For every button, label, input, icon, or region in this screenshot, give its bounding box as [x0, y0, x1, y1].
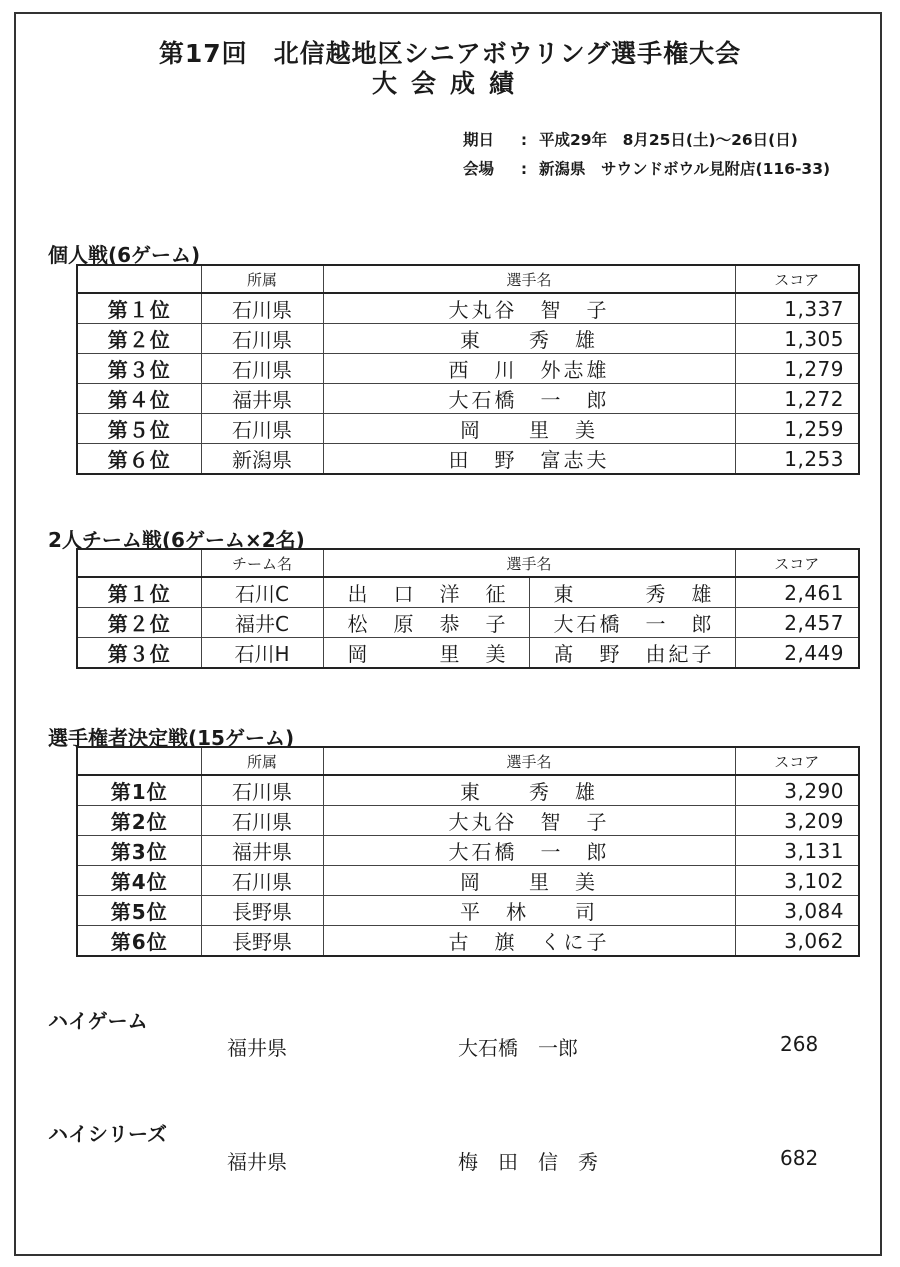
- table-header-row: [77, 549, 859, 577]
- date-value: 平成29年 8月25日(土)～26日(日): [539, 131, 798, 149]
- score-cell: 3,084: [735, 896, 859, 926]
- affiliation-cell: 石川県: [201, 293, 323, 324]
- header-cell-rank: [77, 747, 201, 775]
- player2-cell: 東 秀 雄: [529, 577, 735, 608]
- affiliation-cell: 石川県: [201, 414, 323, 444]
- affiliation-cell: 福井県: [201, 384, 323, 414]
- score-cell: 3,062: [735, 926, 859, 957]
- score-cell: 1,259: [735, 414, 859, 444]
- rank-cell: 第２位: [77, 324, 201, 354]
- header-team: チーム名: [201, 549, 323, 577]
- table-row: [77, 775, 859, 806]
- rank-cell: 第１位: [77, 577, 201, 608]
- score-cell: 3,290: [735, 775, 859, 806]
- high-game-score: 268: [780, 1032, 819, 1056]
- player-cell: 田 野 富志夫: [323, 444, 735, 475]
- table-header-row: [77, 265, 859, 293]
- player-cell: 平 林 司: [323, 896, 735, 926]
- rank-cell: 第5位: [77, 896, 201, 926]
- table-row: [77, 577, 859, 608]
- score-cell: 1,253: [735, 444, 859, 475]
- table-row: [77, 324, 859, 354]
- score-cell: 1,305: [735, 324, 859, 354]
- player1-cell: 出 口 洋 征: [323, 577, 529, 608]
- affiliation-cell: 石川県: [201, 324, 323, 354]
- rank-cell: 第3位: [77, 836, 201, 866]
- table-row: [77, 414, 859, 444]
- table-row: [77, 293, 859, 324]
- rank-cell: 第４位: [77, 384, 201, 414]
- score-cell: 2,457: [735, 608, 859, 638]
- player-cell: 東 秀 雄: [323, 775, 735, 806]
- affiliation-cell: 石川県: [201, 806, 323, 836]
- date-label: 期日: [463, 131, 495, 149]
- final-section-title: 選手権者決定戦(15ゲーム): [48, 726, 295, 750]
- affiliation-cell: 石川県: [201, 354, 323, 384]
- affiliation-cell: 長野県: [201, 926, 323, 957]
- player-cell: 大石橋 一 郎: [323, 384, 735, 414]
- individual-section-title: 個人戦(6ゲーム): [48, 243, 201, 267]
- score-cell: 1,337: [735, 293, 859, 324]
- high-game-player: 大石橋 一郎: [458, 1036, 578, 1060]
- venue-separator: :: [520, 160, 528, 178]
- page-subtitle: 大会成績: [371, 69, 528, 98]
- team-cell: 福井C: [201, 608, 323, 638]
- header-player: 選手名: [323, 265, 735, 293]
- rank-cell: 第５位: [77, 414, 201, 444]
- final-results-table: [76, 746, 860, 957]
- team-cell: 石川H: [201, 638, 323, 669]
- table-row: [77, 444, 859, 475]
- table-row: [77, 836, 859, 866]
- player-cell: 岡 里 美: [323, 866, 735, 896]
- table-row: [77, 926, 859, 957]
- date-separator: :: [520, 131, 528, 149]
- score-cell: 3,209: [735, 806, 859, 836]
- score-cell: 3,131: [735, 836, 859, 866]
- rank-cell: 第4位: [77, 866, 201, 896]
- venue-label: 会場: [463, 160, 495, 178]
- header-player: 選手名: [323, 747, 735, 775]
- score-cell: 1,279: [735, 354, 859, 384]
- player-cell: 大丸谷 智 子: [323, 293, 735, 324]
- venue-value: 新潟県 サウンドボウル見附店(116-33): [539, 160, 831, 178]
- player1-cell: 松 原 恭 子: [323, 608, 529, 638]
- player-cell: 岡 里 美: [323, 414, 735, 444]
- high-game-title: ハイゲーム: [48, 1009, 148, 1033]
- header-affiliation: 所属: [201, 747, 323, 775]
- rank-cell: 第6位: [77, 926, 201, 957]
- individual-results-table: [76, 264, 860, 475]
- event-venue: [463, 157, 830, 179]
- rank-cell: 第６位: [77, 444, 201, 475]
- player1-cell: 岡 里 美: [323, 638, 529, 669]
- team-section-title: 2人チーム戦(6ゲーム×2名): [48, 528, 305, 552]
- header-player: 選手名: [323, 549, 735, 577]
- header-cell-rank: [77, 549, 201, 577]
- high-series-score: 682: [780, 1146, 819, 1170]
- player-cell: 西 川 外志雄: [323, 354, 735, 384]
- player-cell: 大丸谷 智 子: [323, 806, 735, 836]
- score-cell: 2,461: [735, 577, 859, 608]
- player-cell: 古 旗 くに子: [323, 926, 735, 957]
- event-date: [463, 128, 798, 150]
- table-row: [77, 638, 859, 669]
- rank-cell: 第1位: [77, 775, 201, 806]
- affiliation-cell: 新潟県: [201, 444, 323, 475]
- table-row: [77, 354, 859, 384]
- affiliation-cell: 長野県: [201, 896, 323, 926]
- high-game-affiliation: 福井県: [227, 1036, 287, 1060]
- player2-cell: 大石橋 一 郎: [529, 608, 735, 638]
- high-series-player: 梅 田 信 秀: [458, 1150, 598, 1174]
- table-row: [77, 896, 859, 926]
- high-series-title: ハイシリーズ: [48, 1122, 167, 1146]
- header-cell-rank: [77, 265, 201, 293]
- player-cell: 東 秀 雄: [323, 324, 735, 354]
- player2-cell: 髙 野 由紀子: [529, 638, 735, 669]
- player-cell: 大石橋 一 郎: [323, 836, 735, 866]
- affiliation-cell: 福井県: [201, 836, 323, 866]
- rank-cell: 第2位: [77, 806, 201, 836]
- table-row: [77, 384, 859, 414]
- rank-cell: 第３位: [77, 638, 201, 669]
- header-score: スコア: [735, 549, 859, 577]
- table-row: [77, 866, 859, 896]
- affiliation-cell: 石川県: [201, 775, 323, 806]
- header-affiliation: 所属: [201, 265, 323, 293]
- table-header-row: [77, 747, 859, 775]
- team-cell: 石川C: [201, 577, 323, 608]
- rank-cell: 第３位: [77, 354, 201, 384]
- high-series-affiliation: 福井県: [227, 1150, 287, 1174]
- score-cell: 2,449: [735, 638, 859, 669]
- table-row: [77, 806, 859, 836]
- team-results-table: [76, 548, 860, 669]
- rank-cell: 第２位: [77, 608, 201, 638]
- header-score: スコア: [735, 747, 859, 775]
- score-cell: 3,102: [735, 866, 859, 896]
- page-title: 第17回 北信越地区シニアボウリング選手権大会: [158, 39, 742, 68]
- affiliation-cell: 石川県: [201, 866, 323, 896]
- table-row: [77, 608, 859, 638]
- rank-cell: 第１位: [77, 293, 201, 324]
- score-cell: 1,272: [735, 384, 859, 414]
- header-score: スコア: [735, 265, 859, 293]
